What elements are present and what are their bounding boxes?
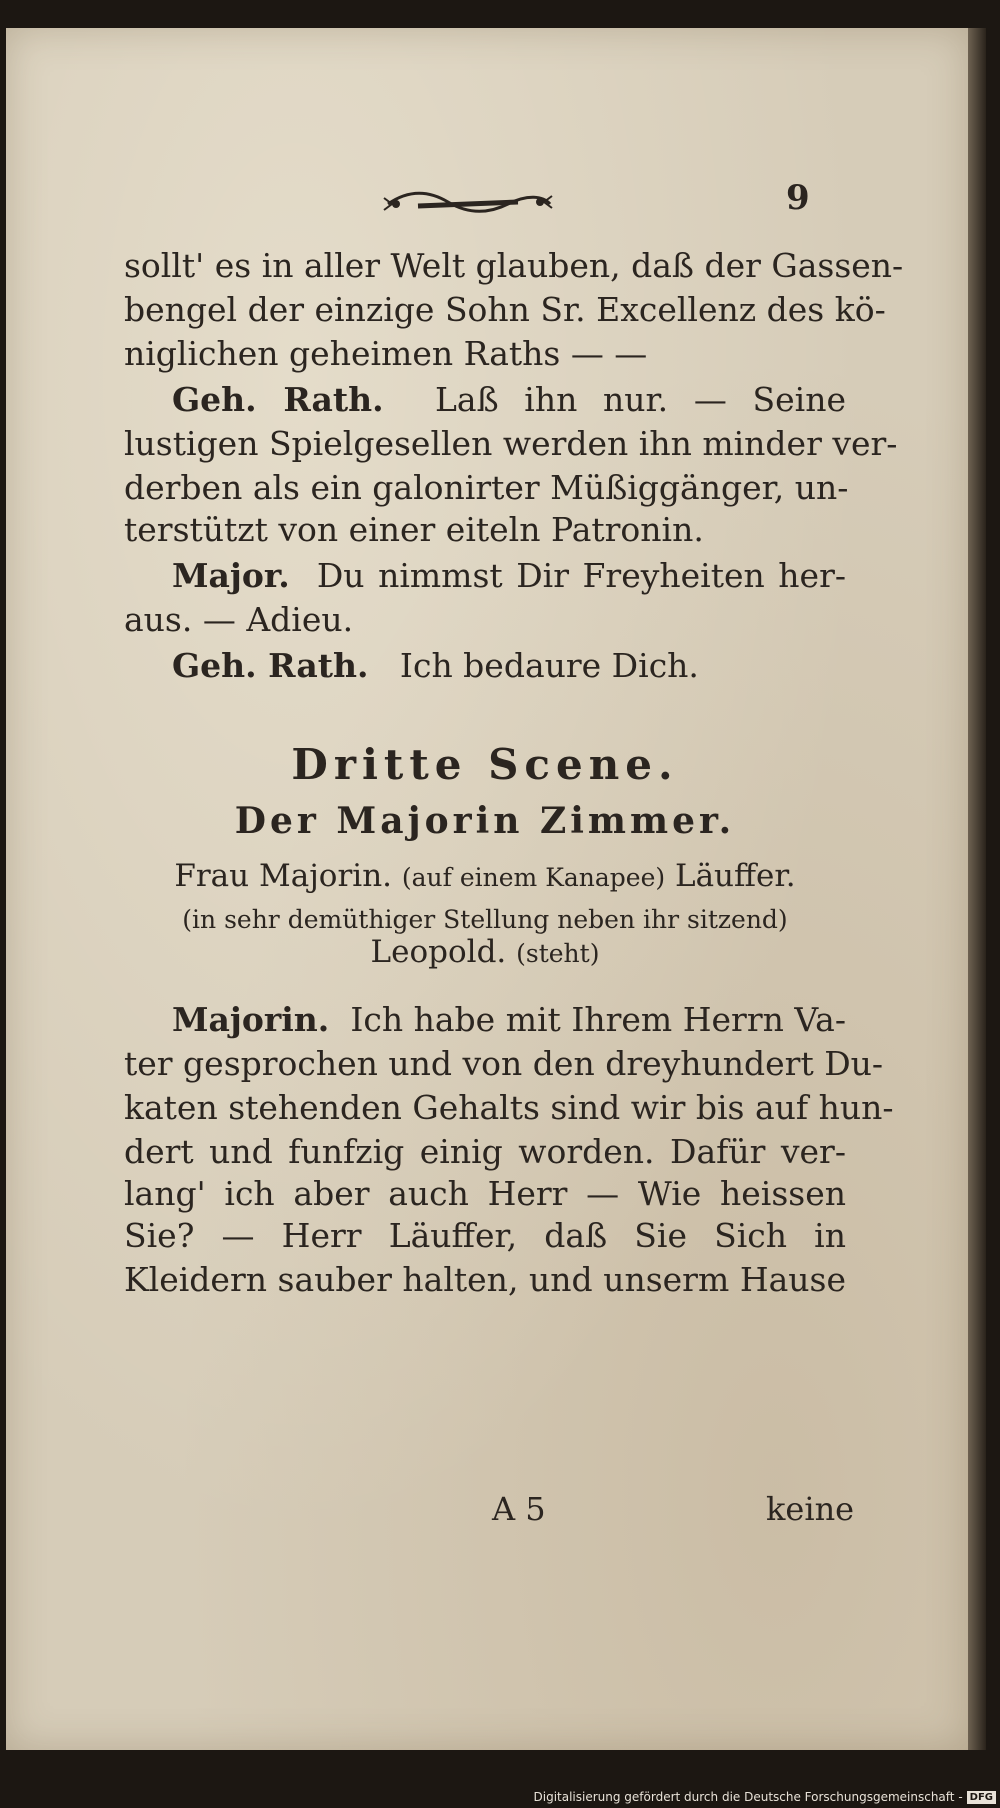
speech-text: Du nimmst Dir Freyheiten her- xyxy=(316,556,846,595)
speaker-name: Majorin. xyxy=(172,1000,330,1039)
dfg-logo-icon: DFG xyxy=(967,1791,996,1804)
speaker-name: Major. xyxy=(172,556,290,595)
text-line: katen stehenden Gehalts sind wir bis auf hun- xyxy=(124,1088,894,1127)
scene-title: Dritte Scene. xyxy=(291,740,679,789)
digitization-credit xyxy=(534,1790,997,1804)
cast-name: Läuffer. xyxy=(674,858,796,894)
text-line: dert und funfzig einig worden. Dafür ver- xyxy=(124,1132,846,1171)
cast-name: Leopold. xyxy=(370,934,507,970)
text-line: lang' ich aber auch Herr — Wie heissen xyxy=(124,1174,846,1213)
text-line: ter gesprochen und von den dreyhundert Du- xyxy=(124,1044,884,1083)
cast-list-line xyxy=(124,858,846,894)
text-line: sollt' es in aller Welt glauben, daß der Gassen- xyxy=(124,246,904,285)
text-line: Sie? — Herr Läuffer, daß Sie Sich in xyxy=(124,1216,846,1255)
page-number: 9 xyxy=(786,178,810,218)
cast-list-line xyxy=(124,934,846,970)
speaker-name: Geh. Rath. xyxy=(172,380,384,419)
catchword: keine xyxy=(766,1490,855,1528)
ornament-divider-icon xyxy=(378,180,558,228)
speaker-name: Geh. Rath. xyxy=(172,646,369,685)
speech-text: Ich habe mit Ihrem Herrn Va- xyxy=(350,1000,846,1039)
speech-line xyxy=(124,1000,846,1039)
speech-text: Laß ihn nur. — Seine xyxy=(434,380,846,419)
speech-text: Ich bedaure Dich. xyxy=(399,646,699,685)
speech-line xyxy=(124,380,846,419)
page-edge xyxy=(968,28,986,1750)
cast-list-line xyxy=(124,900,846,936)
signature-mark: A 5 xyxy=(492,1490,546,1528)
text-line: niglichen geheimen Raths — — xyxy=(124,334,648,373)
cast-name: Frau Majorin. xyxy=(174,858,393,894)
text-line: lustigen Spielgesellen werden ihn minder ver- xyxy=(124,424,898,463)
speech-line xyxy=(124,646,846,685)
text-line: aus. — Adieu. xyxy=(124,600,354,639)
text-line: terstützt von einer eiteln Patronin. xyxy=(124,510,704,549)
stage-direction: (in sehr demüthiger Stellung neben ihr sitzend) xyxy=(182,905,788,934)
stage-direction: (auf einem Kanapee) xyxy=(401,863,666,892)
speech-line xyxy=(124,556,846,595)
text-line: derben als ein galonirter Müßiggänger, un- xyxy=(124,468,849,507)
credit-text: Digitalisierung gefördert durch die Deutsche Forschungsgemeinschaft - xyxy=(533,1790,963,1804)
text-line: Kleidern sauber halten, und unserm Hause xyxy=(124,1260,846,1299)
stage-direction: (steht) xyxy=(516,939,600,968)
text-line: bengel der einzige Sohn Sr. Excellenz des kö- xyxy=(124,290,886,329)
scene-location: Der Majorin Zimmer. xyxy=(234,800,736,842)
